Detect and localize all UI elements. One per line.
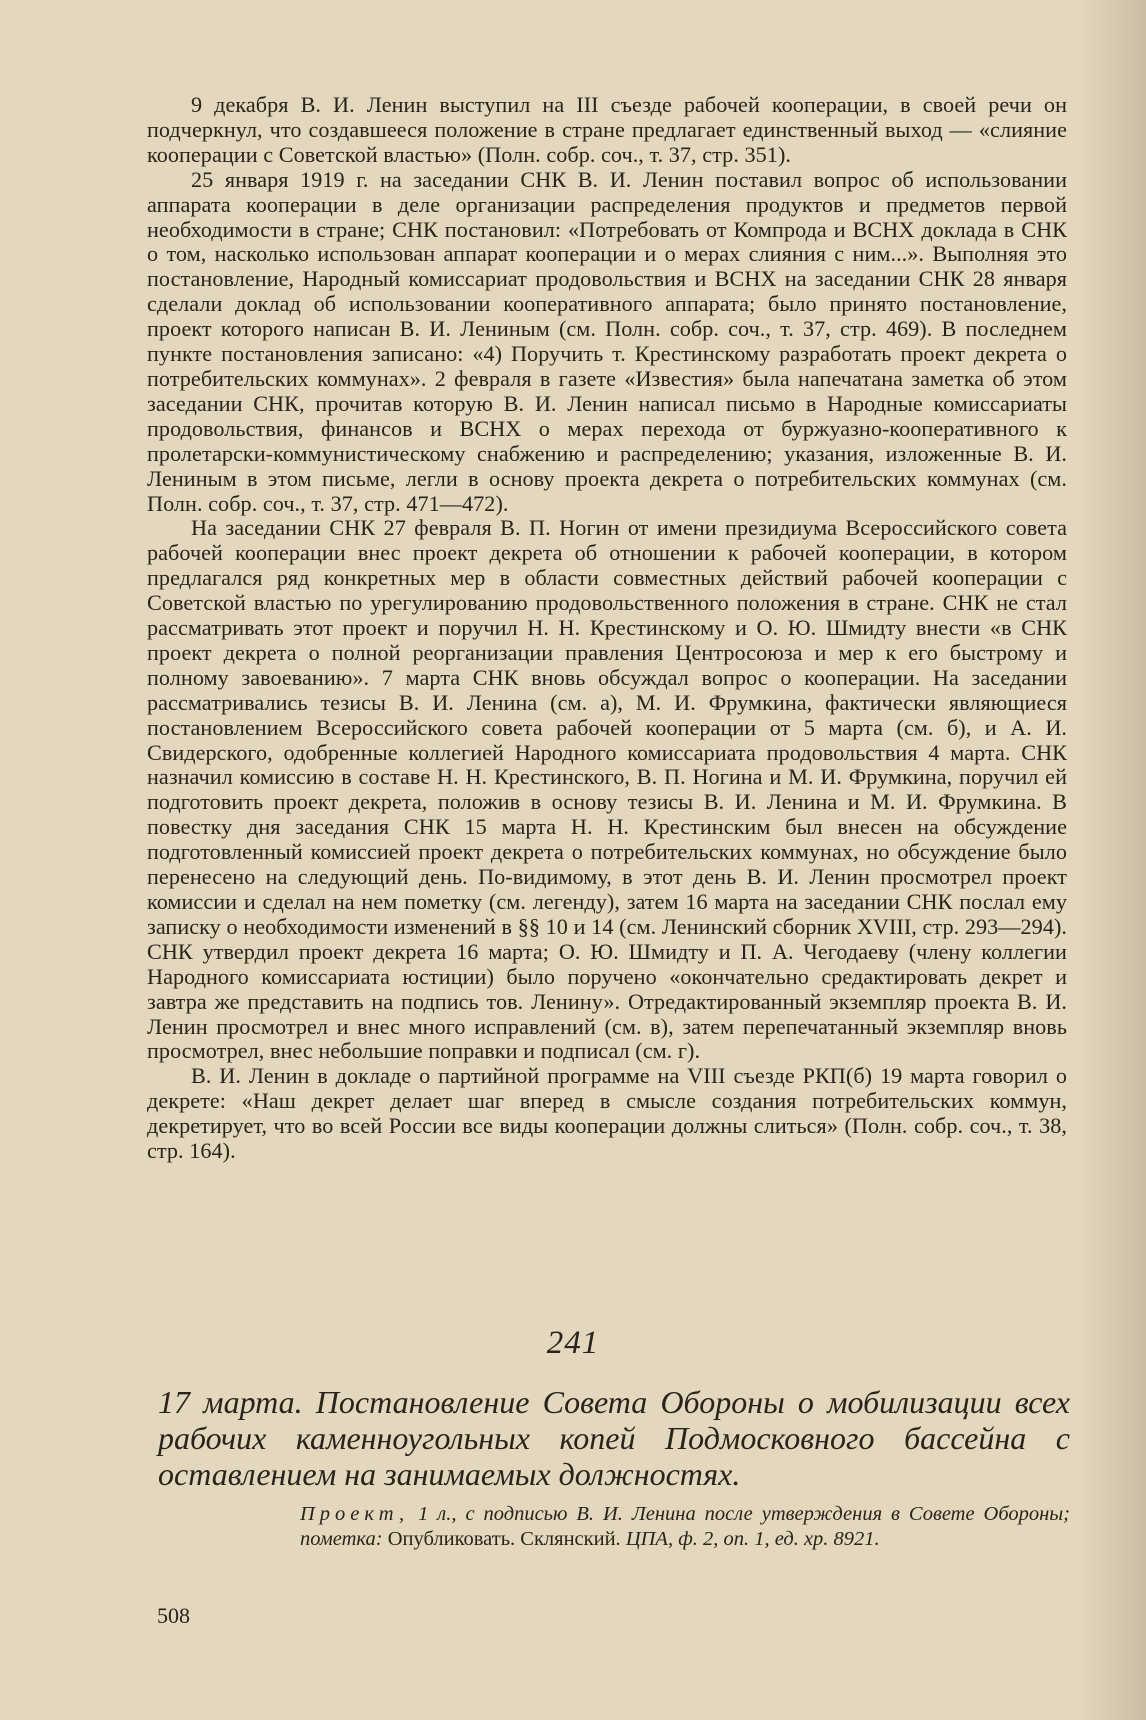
paragraph-3: На заседании СНК 27 февраля В. П. Ногин от имени президиума Всероссийского совета рабочей кооперации внес проект декрета об отношении к рабочей кооперации, в котором предлагался ряд конкретных мер в области совместных действий рабочей кооперации с Советской властью по урегулированию продовольственного положения в стране. СНК не стал рассматривать этот проект и поручил Н. Н. Крестинскому и О. Ю. Шмидту внести «в СНК проект декрета о полной реорганизации правления Центросоюза и мер к его быстрому и полному завоеванию». 7 марта СНК вновь обсуждал вопрос о кооперации. На заседании рассматривались тезисы В. И. Ленина (см. а), М. И. Фрумкина, фактически являющиеся постановлением Всероссийского совета рабочей кооперации от 5 марта (см. б), и А. И. Свидерского, одобренные коллегией Народного комиссариата продовольствия 4 марта. СНК назначил комиссию в составе Н. Н. Крестинского, В. П. Ногина и М. И. Фрумкина, поручил ей подготовить проект декрета, положив в основу тезисы В. И. Ленина и М. И. Фрумкина. В повестку дня заседания СНК 15 марта Н. Н. Крестинским был внесен на обсуждение подготовленный комиссией проект декрета о потребительских коммунах, но обсуждение было перенесено на следующий день. По-видимому, в этот день В. И. Ленин просмотрел проект комиссии и сделал на нем пометку (см. легенду), затем 16 марта на заседании СНК послал ему записку о необходимости изменений в §§ 10 и 14 (см. Ленинский сборник XVIII, стр. 293—294). СНК утвердил проект декрета 16 марта; О. Ю. Шмидту и П. А. Чегодаеву (члену коллегии Народного комиссариата юстиции) было поручено «окончательно средактировать декрет и завтра же представить на подпись тов. Ленину». Отредактированный экземпляр проекта В. И. Ленин просмотрел и внес много исправлений (см. в), затем перепечатанный экземпляр вновь просмотрел, внес небольшие поправки и подписал (см. г). [147, 515, 1067, 1064]
paragraph-1: 9 декабря В. И. Ленин выступил на III съезде рабочей кооперации, в своей речи он подчеркнул, что создавшееся положение в стране предлагает единственный выход — «слияние кооперации с Советской властью» (Полн. собр. соч., т. 37, стр. 351). [147, 92, 1067, 167]
archival-note [300, 1502, 1070, 1552]
paragraph-2: 25 января 1919 г. на заседании СНК В. И. Ленин поставил вопрос об использовании аппарата кооперации в деле организации распределения продуктов и предметов первой необходимости в стране; СНК постановил: «Потребовать от Компрода и ВСНХ доклада в СНК о том, насколько использован аппарат кооперации и о мерах слияния с ним...». Выполняя это постановление, Народный комиссариат продовольствия и ВСНХ на заседании СНК 28 января сделали доклад об использовании кооперативного аппарата; было принято постановление, проект которого написан В. И. Лениным (см. Полн. собр. соч., т. 37, стр. 469). В последнем пункте постановления записано: «4) Поручить т. Крестинскому разработать проект декрета о потребительских коммунах». 2 февраля в газете «Известия» была напечатана заметка об этом заседании СНК, прочитав которую В. И. Ленин написал письмо в Народные комиссариаты продовольствия, финансов и ВСНХ о мерах перехода от буржуазно-кооперативного к пролетарски-коммунистическому снабжению и распределению; указания, изложенные В. И. Лениным в этом письме, легли в основу проекта декрета о потребительских коммунах (см. Полн. собр. соч., т. 37, стр. 471—472). [147, 166, 1067, 516]
note-marking: Опубликовать. Склянский. [387, 1528, 621, 1550]
page-edge-shadow [1076, 0, 1146, 1720]
document-number: 241 [546, 1325, 600, 1361]
note-kind: Проект, [300, 1503, 410, 1525]
page-number: 508 [157, 1603, 190, 1628]
main-text [147, 93, 1067, 1164]
paragraph-4: В. И. Ленин в докладе о партийной программе на VIII съезде РКП(б) 19 марта говорил о декрете: «Наш декрет делает шаг вперед в смысле создания потребительских коммун, декретирует, что во всей России все виды кооперации должны слиться» (Полн. собр. соч., т. 38, стр. 164). [147, 1063, 1067, 1164]
note-description: 1 л., с подписью В. И. Ленина после утверждения в Совете Обороны; пометка: [300, 1503, 1070, 1550]
document-title: 17 марта. Постановление Совета Обороны о мобилизации всех рабочих каменноугольных копей Подмосковного бассейна с оставлением на занимаемых должностях. [158, 1384, 1070, 1492]
note-archive-ref: ЦПА, ф. 2, оп. 1, ед. хр. 8921. [620, 1528, 880, 1550]
